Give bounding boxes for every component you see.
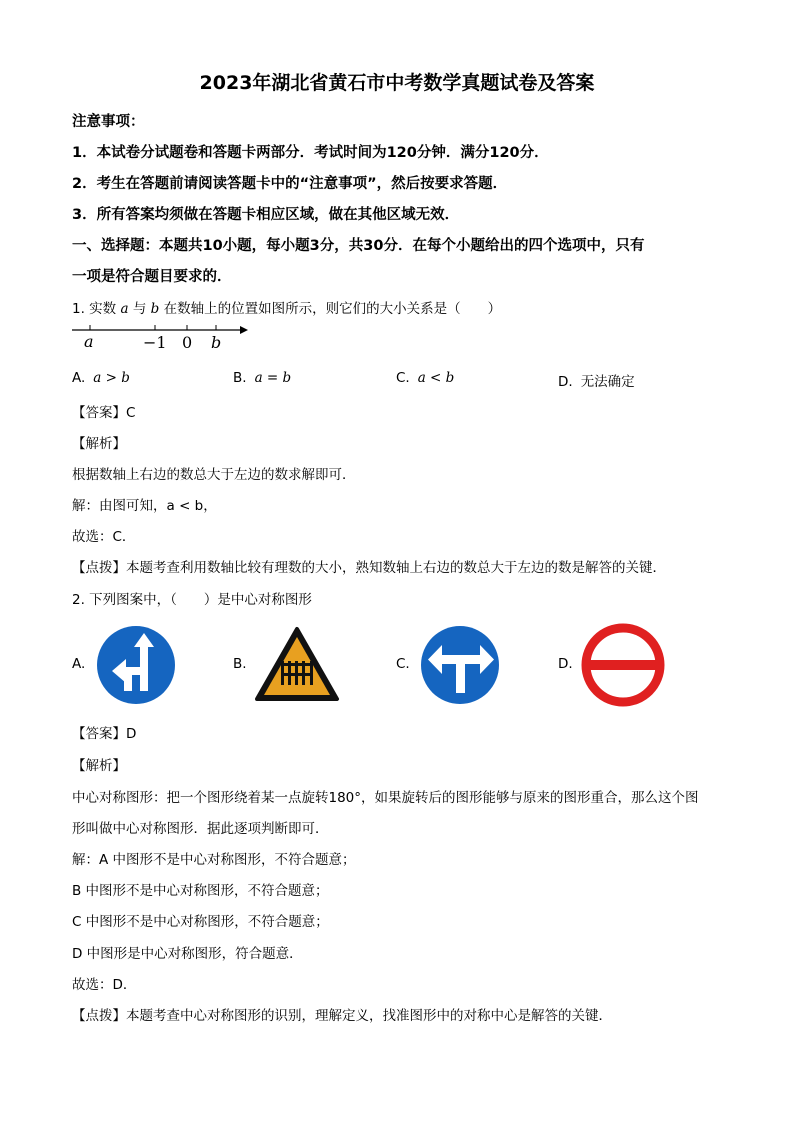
- notes-item-1: 1．本试卷分试题卷和答题卡两部分．考试时间为120分钟．满分120分．: [72, 145, 549, 161]
- q1-option-a: [72, 370, 130, 386]
- notes-heading: 注意事项：: [72, 114, 145, 130]
- number-line-label-zero: 0: [182, 333, 193, 352]
- q2-analysis-line-7: 故选：D．: [72, 977, 137, 993]
- q1-option-b: [233, 370, 291, 386]
- section-heading-line1: 一、选择题：本题共10小题，每小题3分，共30分．在每个小题给出的四个选项中，只有: [72, 238, 645, 254]
- q2-answer: 【答案】D: [72, 726, 137, 742]
- q1-analysis-line-3: 故选：C．: [72, 529, 136, 545]
- q1-option-d-letter: D.: [558, 374, 573, 390]
- q1-option-d: [558, 370, 635, 390]
- q1-option-c-letter: C.: [396, 370, 410, 386]
- q2-option-a-letter: A.: [72, 656, 86, 672]
- no-entry-sign-icon: [580, 622, 666, 708]
- q1-stem-suffix: 在数轴上的位置如图所示，则它们的大小关系是（ ）: [163, 301, 502, 317]
- section-heading-line2: 一项是符合题目要求的．: [72, 269, 232, 285]
- q1-answer: 【答案】C: [72, 405, 136, 421]
- q1-option-d-text: 无法确定: [580, 374, 635, 390]
- q1-option-a-text: a > b: [93, 370, 130, 386]
- q1-tip: 【点拨】本题考查利用数轴比较有理数的大小，熟知数轴上右边的数总大于左边的数是解答的关键．: [72, 560, 666, 576]
- q2-analysis-line-6: D 中图形是中心对称图形，符合题意．: [72, 946, 303, 962]
- number-line-arrow-icon: [240, 326, 248, 334]
- q1-option-b-text: a = b: [254, 370, 292, 386]
- number-line-label-a: a: [84, 332, 94, 351]
- q2-analysis-line-1: 中心对称图形：把一个图形绕着某一点旋转180°，如果旋转后的图形能够与原来的图形重合，那么这个图: [72, 790, 699, 806]
- q2-analysis-line-4: B 中图形不是中心对称图形，不符合题意；: [72, 883, 329, 899]
- notes-item-2: 2．考生在答题前请阅读答题卡中的“注意事项”，然后按要求答题．: [72, 176, 508, 192]
- notes-item-3: 3．所有答案均须做在答题卡相应区域，做在其他区域无效．: [72, 207, 460, 223]
- q1-number-line: [0, 0, 794, 400]
- q1-analysis-line-2: 解：由图可知，a < b，: [72, 498, 217, 514]
- railway-crossing-warning-icon: [255, 627, 339, 703]
- q2-analysis-line-2: 形叫做中心对称图形．据此逐项判断即可．: [72, 821, 329, 837]
- q1-var-a: a: [120, 301, 129, 317]
- traffic-sign-straight-or-left-icon: [94, 623, 178, 707]
- q2-option-b-letter: B.: [233, 656, 247, 672]
- q1-option-c: [396, 370, 454, 386]
- q1-option-b-letter: B.: [233, 370, 247, 386]
- q2-analysis-line-5: C 中图形不是中心对称图形，不符合题意；: [72, 914, 329, 930]
- q2-tip: 【点拨】本题考查中心对称图形的识别，理解定义，找准图形中的对称中心是解答的关键．: [72, 1008, 612, 1024]
- number-line-label-neg1: −1: [143, 333, 167, 352]
- q2-option-d-letter: D.: [558, 656, 573, 672]
- traffic-sign-left-or-right-icon: [418, 623, 502, 707]
- q2-stem: 2. 下列图案中，（ ）是中心对称图形: [72, 592, 312, 608]
- q1-option-a-letter: A.: [72, 370, 86, 386]
- q2-option-c-letter: C.: [396, 656, 410, 672]
- q1-option-c-text: a < b: [417, 370, 455, 386]
- q1-analysis-heading: 【解析】: [72, 436, 126, 452]
- page-title: 2023年湖北省黄石市中考数学真题试卷及答案: [199, 72, 595, 94]
- q2-analysis-line-3: 解：A 中图形不是中心对称图形，不符合题意；: [72, 852, 356, 868]
- q1-stem-prefix: 1. 实数: [72, 301, 117, 317]
- q1-stem-mid: 与: [132, 301, 147, 317]
- q1-analysis-line-1: 根据数轴上右边的数总大于左边的数求解即可．: [72, 467, 356, 483]
- q2-analysis-heading: 【解析】: [72, 758, 126, 774]
- q1-var-b: b: [150, 301, 160, 317]
- number-line-label-b: b: [211, 333, 222, 352]
